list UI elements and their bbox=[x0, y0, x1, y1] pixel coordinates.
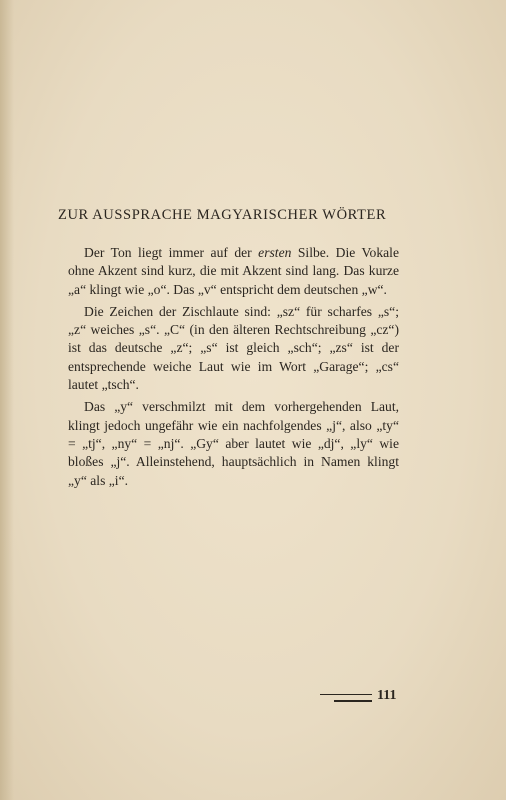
body-text bbox=[68, 244, 399, 494]
paragraph-stress bbox=[68, 244, 399, 299]
paragraph-stress-end: Silbe. Die Vokale ohne Akzent sind kurz, die mit Akzent sind lang. Das kurze „a“ klingt wie „o“. Das „v“ entspricht dem deutschen „w“. bbox=[68, 245, 399, 297]
footer-rule-top bbox=[320, 694, 372, 695]
emphasized-word: ersten bbox=[258, 245, 292, 260]
paragraph-y-sound: Das „y“ verschmilzt mit dem vorhergehenden Laut, klingt jedoch ungefähr wie ein nachfolgendes „j“, also „ty“ = „tj“, „ny“ = „nj“. „Gy“ aber lautet wie „dj“, „ly“ wie bloßes „j“. Alleinstehend, hauptsächlich in Namen klingt „y“ als „i“. bbox=[68, 399, 399, 488]
paragraph-sibilants: Die Zeichen der Zischlaute sind: „sz“ für scharfes „s“; „z“ weiches „s“. „C“ (in den älteren Rechtschreibung „cz“) ist das deutsche „z“; „s“ ist gleich „sch“; „zs“ ist der entsprechende weiche Laut wie im Wort „Garage“; „cs“ lautet „tsch“. bbox=[68, 303, 399, 393]
paragraph-stress-start: Der Ton liegt immer auf der bbox=[84, 245, 259, 260]
page-number: 111 bbox=[377, 688, 397, 703]
footer-rule-bottom bbox=[334, 700, 372, 702]
section-title: ZUR AUSSPRACHE MAGYARISCHER WÖRTER bbox=[58, 207, 387, 223]
page-footer bbox=[320, 688, 400, 708]
